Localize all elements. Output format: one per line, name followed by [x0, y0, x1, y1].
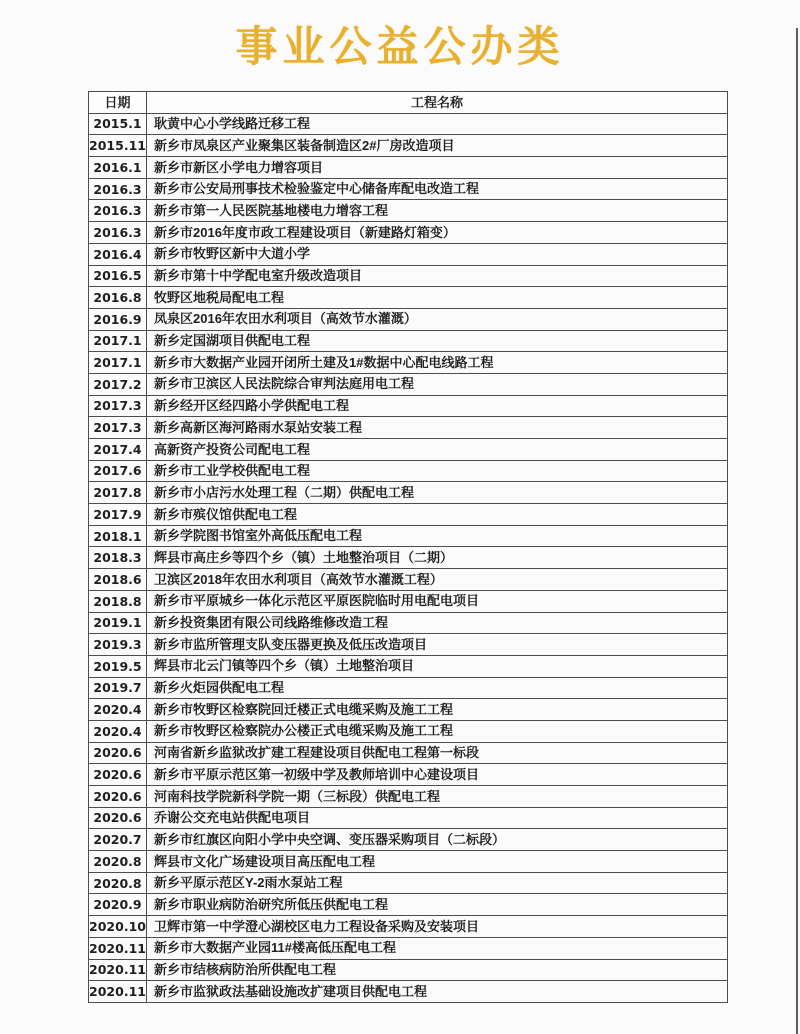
date-cell: 2016.4 — [89, 243, 147, 265]
header-row — [89, 92, 728, 114]
project-name-cell: 新乡市工业学校供配电工程 — [147, 460, 728, 482]
date-cell: 2017.8 — [89, 482, 147, 504]
project-name-cell: 新乡市平原城乡一体化示范区平原医院临时用电配电项目 — [147, 590, 728, 612]
table-row — [89, 460, 728, 482]
project-name-cell: 新乡平原示范区Y-2雨水泵站工程 — [147, 872, 728, 894]
date-cell: 2016.8 — [89, 287, 147, 309]
date-cell: 2017.9 — [89, 504, 147, 526]
project-name-cell: 新乡市红旗区向阳小学中央空调、变压器采购项目（二标段） — [147, 829, 728, 851]
project-name-cell: 牧野区地税局配电工程 — [147, 287, 728, 309]
date-cell: 2020.6 — [89, 742, 147, 764]
project-name-cell: 新乡市大数据产业园开闭所土建及1#数据中心配电线路工程 — [147, 352, 728, 374]
project-name-cell: 辉县市北云门镇等四个乡（镇）土地整治项目 — [147, 655, 728, 677]
project-name-cell: 新乡火炬园供配电工程 — [147, 677, 728, 699]
project-name-cell: 新乡高新区海河路雨水泵站安装工程 — [147, 417, 728, 439]
table-row — [89, 200, 728, 222]
date-cell: 2018.1 — [89, 525, 147, 547]
project-name-cell: 新乡市结核病防治所供配电工程 — [147, 959, 728, 981]
project-name-cell: 新乡投资集团有限公司线路维修改造工程 — [147, 612, 728, 634]
table-row — [89, 569, 728, 591]
table-row — [89, 677, 728, 699]
date-cell: 2016.3 — [89, 178, 147, 200]
table-row — [89, 330, 728, 352]
table-row — [89, 178, 728, 200]
table-row — [89, 916, 728, 938]
date-cell: 2019.3 — [89, 634, 147, 656]
project-name-cell: 新乡市卫滨区人民法院综合审判法庭用电工程 — [147, 373, 728, 395]
project-table-header — [89, 92, 728, 114]
project-name-cell: 河南省新乡监狱改扩建工程建设项目供配电工程第一标段 — [147, 742, 728, 764]
date-cell: 2017.4 — [89, 439, 147, 461]
table-row — [89, 872, 728, 894]
table-row — [89, 222, 728, 244]
project-name-cell: 新乡市第一人民医院基地楼电力增容工程 — [147, 200, 728, 222]
date-cell: 2017.1 — [89, 352, 147, 374]
table-row — [89, 764, 728, 786]
project-name-cell: 新乡市牧野区检察院办公楼正式电缆采购及施工工程 — [147, 720, 728, 742]
table-row — [89, 894, 728, 916]
project-name-cell: 凤泉区2016年农田水利项目（高效节水灌溉） — [147, 308, 728, 330]
project-name-cell: 乔谢公交充电站供配电项目 — [147, 807, 728, 829]
project-name-cell: 耿黄中心小学线路迁移工程 — [147, 113, 728, 135]
project-name-cell: 新乡市牧野区新中大道小学 — [147, 243, 728, 265]
project-name-cell: 高新资产投资公司配电工程 — [147, 439, 728, 461]
date-column-header: 日期 — [89, 92, 147, 114]
table-row — [89, 612, 728, 634]
project-name-cell: 新乡市小店污水处理工程（二期）供配电工程 — [147, 482, 728, 504]
date-cell: 2019.1 — [89, 612, 147, 634]
table-row — [89, 243, 728, 265]
date-cell: 2017.3 — [89, 395, 147, 417]
project-name-cell: 新乡市大数据产业园11#楼高低压配电工程 — [147, 937, 728, 959]
table-row — [89, 525, 728, 547]
date-cell: 2020.9 — [89, 894, 147, 916]
table-row — [89, 113, 728, 135]
date-cell: 2017.2 — [89, 373, 147, 395]
project-name-cell: 新乡经开区经四路小学供配电工程 — [147, 395, 728, 417]
project-name-cell: 卫滨区2018年农田水利项目（高效节水灌溉工程） — [147, 569, 728, 591]
date-cell: 2020.11 — [89, 959, 147, 981]
table-row — [89, 308, 728, 330]
table-row — [89, 807, 728, 829]
project-name-cell: 新乡市2016年度市政工程建设项目（新建路灯箱变） — [147, 222, 728, 244]
date-cell: 2016.1 — [89, 157, 147, 179]
table-row — [89, 287, 728, 309]
project-name-column-header: 工程名称 — [147, 92, 728, 114]
project-name-cell: 新乡定国湖项目供配电工程 — [147, 330, 728, 352]
table-row — [89, 634, 728, 656]
date-cell: 2020.6 — [89, 807, 147, 829]
table-row — [89, 439, 728, 461]
table-row — [89, 937, 728, 959]
photo-edge-line — [796, 28, 798, 1034]
date-cell: 2019.7 — [89, 677, 147, 699]
table-row — [89, 959, 728, 981]
date-cell: 2018.8 — [89, 590, 147, 612]
table-row — [89, 352, 728, 374]
date-cell: 2019.5 — [89, 655, 147, 677]
date-cell: 2020.11 — [89, 981, 147, 1003]
date-cell: 2020.6 — [89, 786, 147, 808]
project-name-cell: 新乡市殡仪馆供配电工程 — [147, 504, 728, 526]
table-row — [89, 395, 728, 417]
project-name-cell: 新乡市监所管理支队变压器更换及低压改造项目 — [147, 634, 728, 656]
table-row — [89, 373, 728, 395]
date-cell: 2016.5 — [89, 265, 147, 287]
table-row — [89, 981, 728, 1003]
date-cell: 2016.3 — [89, 222, 147, 244]
table-row — [89, 851, 728, 873]
date-cell: 2016.9 — [89, 308, 147, 330]
date-cell: 2015.1 — [89, 113, 147, 135]
project-table-body — [89, 113, 728, 1002]
project-name-cell: 辉县市高庄乡等四个乡（镇）土地整治项目（二期） — [147, 547, 728, 569]
page-title: 事业公益公办类 — [235, 23, 565, 70]
project-name-cell: 河南科技学院新科学院一期（三标段）供配电工程 — [147, 786, 728, 808]
table-row — [89, 786, 728, 808]
date-cell: 2017.3 — [89, 417, 147, 439]
table-row — [89, 504, 728, 526]
project-name-cell: 辉县市文化广场建设项目高压配电工程 — [147, 851, 728, 873]
project-name-cell: 新乡市第十中学配电室升级改造项目 — [147, 265, 728, 287]
project-name-cell: 新乡市新区小学电力增容项目 — [147, 157, 728, 179]
date-cell: 2020.11 — [89, 937, 147, 959]
table-row — [89, 417, 728, 439]
project-name-cell: 新乡市监狱政法基础设施改扩建项目供配电工程 — [147, 981, 728, 1003]
date-cell: 2018.6 — [89, 569, 147, 591]
date-cell: 2020.4 — [89, 699, 147, 721]
project-name-cell: 卫辉市第一中学澄心湖校区电力工程设备采购及安装项目 — [147, 916, 728, 938]
date-cell: 2020.10 — [89, 916, 147, 938]
date-cell: 2017.6 — [89, 460, 147, 482]
date-cell: 2016.3 — [89, 200, 147, 222]
table-row — [89, 742, 728, 764]
date-cell: 2020.8 — [89, 872, 147, 894]
project-name-cell: 新乡市公安局刑事技术检验鉴定中心储备库配电改造工程 — [147, 178, 728, 200]
table-row — [89, 590, 728, 612]
table-row — [89, 135, 728, 157]
date-cell: 2020.8 — [89, 851, 147, 873]
table-row — [89, 699, 728, 721]
date-cell: 2020.7 — [89, 829, 147, 851]
table-row — [89, 829, 728, 851]
table-row — [89, 547, 728, 569]
project-name-cell: 新乡市平原示范区第一初级中学及教师培训中心建设项目 — [147, 764, 728, 786]
project-name-cell: 新乡市凤泉区产业聚集区装备制造区2#厂房改造项目 — [147, 135, 728, 157]
project-name-cell: 新乡学院图书馆室外高低压配电工程 — [147, 525, 728, 547]
table-row — [89, 720, 728, 742]
date-cell: 2020.4 — [89, 720, 147, 742]
date-cell: 2018.3 — [89, 547, 147, 569]
date-cell: 2017.1 — [89, 330, 147, 352]
date-cell: 2015.11 — [89, 135, 147, 157]
table-row — [89, 157, 728, 179]
table-row — [89, 482, 728, 504]
date-cell: 2020.6 — [89, 764, 147, 786]
table-row — [89, 265, 728, 287]
project-table — [88, 91, 728, 1003]
table-row — [89, 655, 728, 677]
project-name-cell: 新乡市职业病防治研究所低压供配电工程 — [147, 894, 728, 916]
project-name-cell: 新乡市牧野区检察院回迁楼正式电缆采购及施工工程 — [147, 699, 728, 721]
